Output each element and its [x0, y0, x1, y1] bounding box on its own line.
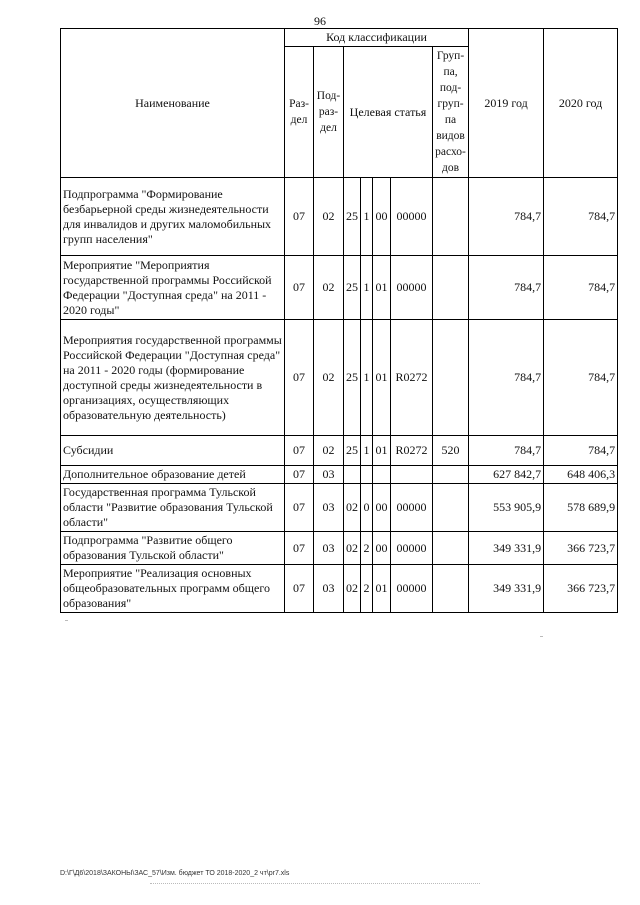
cell-cs3: 00: [373, 178, 391, 256]
cell-cs1: 02: [344, 565, 361, 613]
cell-y2019: 553 905,9: [469, 484, 544, 532]
cell-cs3: 01: [373, 256, 391, 320]
cell-y2020: 784,7: [544, 320, 618, 436]
table-row: [61, 256, 618, 320]
cell-cs1: 02: [344, 484, 361, 532]
cell-name: Подпрограмма "Развитие общего образования Тульской области": [61, 532, 285, 565]
cell-razdel: 07: [285, 256, 314, 320]
header-name: Наименование: [61, 29, 285, 178]
cell-cs2: 1: [361, 436, 373, 466]
cell-razdel: 07: [285, 565, 314, 613]
header-classification: Код классификации: [285, 29, 469, 47]
cell-name: Мероприятия государственной программы Российской Федерации "Доступная среда" на 2011 - 2020 годы (формирование доступной среды жизнедеятельности в организациях, осуществляющих образовательную деятельность): [61, 320, 285, 436]
cell-cs3: 01: [373, 436, 391, 466]
cell-razdel: 07: [285, 466, 314, 484]
cell-podrazdel: 02: [314, 178, 344, 256]
cell-cs2: 1: [361, 256, 373, 320]
scan-mark: [65, 620, 68, 621]
cell-vr: [433, 532, 469, 565]
cell-cs4: R0272: [391, 436, 433, 466]
cell-cs1: 25: [344, 256, 361, 320]
cell-podrazdel: 03: [314, 532, 344, 565]
cell-y2020: 648 406,3: [544, 466, 618, 484]
cell-vr: [433, 256, 469, 320]
cell-razdel: 07: [285, 532, 314, 565]
scan-mark: [540, 636, 543, 637]
cell-cs1: 25: [344, 178, 361, 256]
cell-vr: [433, 320, 469, 436]
cell-y2019: 784,7: [469, 320, 544, 436]
cell-y2019: 784,7: [469, 178, 544, 256]
cell-cs4: 00000: [391, 178, 433, 256]
cell-y2019: 784,7: [469, 436, 544, 466]
cell-y2019: 349 331,9: [469, 532, 544, 565]
cell-name: Субсидии: [61, 436, 285, 466]
cell-y2020: 784,7: [544, 178, 618, 256]
header-expense-group: Груп-па, под-груп-па видов расхо-дов: [433, 47, 469, 178]
table-row: [61, 178, 618, 256]
cell-y2019: 784,7: [469, 256, 544, 320]
table-row: [61, 484, 618, 532]
cell-cs2: 1: [361, 320, 373, 436]
cell-cs1: 02: [344, 532, 361, 565]
cell-razdel: 07: [285, 436, 314, 466]
header-year-2020: 2020 год: [544, 29, 618, 178]
cell-razdel: 07: [285, 484, 314, 532]
cell-y2020: 366 723,7: [544, 532, 618, 565]
table-row: [61, 532, 618, 565]
cell-name: Мероприятие "Реализация основных общеобразовательных программ общего образования": [61, 565, 285, 613]
page-number: 96: [314, 14, 326, 28]
cell-cs4: 00000: [391, 532, 433, 565]
cell-cs4: 00000: [391, 256, 433, 320]
cell-vr: [433, 466, 469, 484]
cell-podrazdel: 02: [314, 320, 344, 436]
cell-y2019: 349 331,9: [469, 565, 544, 613]
cell-name: Подпрограмма "Формирование безбарьерной среды жизнедеятельности для инвалидов и других маломобильных групп населения": [61, 178, 285, 256]
cell-cs1: [344, 466, 361, 484]
cell-podrazdel: 02: [314, 436, 344, 466]
cell-y2020: 784,7: [544, 436, 618, 466]
table-body: [61, 178, 618, 613]
cell-razdel: 07: [285, 178, 314, 256]
header-target-article: Целевая статья: [344, 47, 433, 178]
cell-name: Мероприятие "Мероприятия государственной программы Российской Федерации "Доступная среда" на 2011 - 2020 годы": [61, 256, 285, 320]
table-row: [61, 565, 618, 613]
cell-razdel: 07: [285, 320, 314, 436]
cell-cs2: 0: [361, 484, 373, 532]
cell-name: Дополнительное образование детей: [61, 466, 285, 484]
cell-cs3: 00: [373, 484, 391, 532]
cell-podrazdel: 03: [314, 466, 344, 484]
table-row: [61, 436, 618, 466]
cell-cs3: 00: [373, 532, 391, 565]
cell-cs3: 01: [373, 565, 391, 613]
cell-cs3: 01: [373, 320, 391, 436]
cell-y2019: 627 842,7: [469, 466, 544, 484]
cell-cs3: [373, 466, 391, 484]
cell-cs1: 25: [344, 436, 361, 466]
cell-cs4: 00000: [391, 484, 433, 532]
cell-name: Государственная программа Тульской области "Развитие образования Тульской области": [61, 484, 285, 532]
cell-y2020: 366 723,7: [544, 565, 618, 613]
cell-cs4: [391, 466, 433, 484]
cell-vr: [433, 565, 469, 613]
header-subsection: Под-раз-дел: [314, 47, 344, 178]
header-section: Раз-дел: [285, 47, 314, 178]
cell-podrazdel: 02: [314, 256, 344, 320]
cell-y2020: 784,7: [544, 256, 618, 320]
header-year-2019: 2019 год: [469, 29, 544, 178]
file-path-footer: D:\Г\Д6\2018\ЗАКОНЫ\ЗАС_57\Изм. бюджет ТО 2018-2020_2 чт\pr7.xls: [60, 870, 290, 877]
cell-cs4: R0272: [391, 320, 433, 436]
cell-cs2: 1: [361, 178, 373, 256]
budget-table: [60, 28, 618, 613]
cell-podrazdel: 03: [314, 565, 344, 613]
cell-cs2: [361, 466, 373, 484]
cell-vr: [433, 484, 469, 532]
cell-vr: [433, 178, 469, 256]
cell-cs1: 25: [344, 320, 361, 436]
header-row-1: [61, 29, 618, 47]
cell-cs2: 2: [361, 532, 373, 565]
cell-cs4: 00000: [391, 565, 433, 613]
cell-podrazdel: 03: [314, 484, 344, 532]
cell-cs2: 2: [361, 565, 373, 613]
table-row: [61, 466, 618, 484]
scan-artifact-line: [150, 883, 480, 885]
table-row: [61, 320, 618, 436]
cell-vr: 520: [433, 436, 469, 466]
cell-y2020: 578 689,9: [544, 484, 618, 532]
